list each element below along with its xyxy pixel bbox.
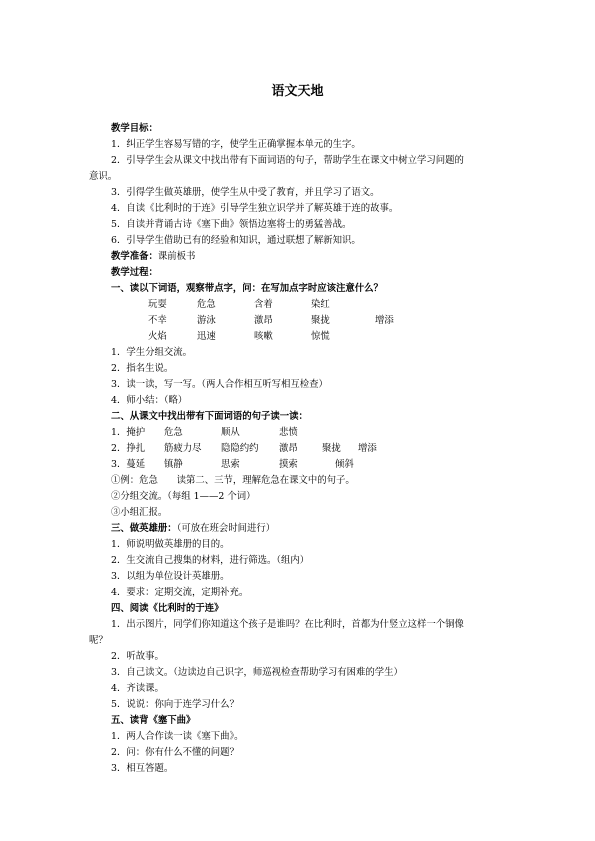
- phrase-cell: 镇静: [164, 459, 183, 470]
- step-line: 1．学生分组交流。: [111, 347, 192, 358]
- goal-item: 6．引导学生借助已有的经验和知识，通过联想了解新知识。: [111, 235, 361, 246]
- phrase-cell: 1．掩护: [111, 427, 146, 438]
- goal-item-continued: 意识。: [89, 171, 118, 182]
- word-cell: 染红: [311, 299, 330, 310]
- goals-label: 教学目标：: [111, 123, 158, 134]
- section-1-heading: 一、读以下词语，观察带点字，问：在写加点字时应该注意什么？: [111, 283, 383, 294]
- phrase-cell: 隐隐约约: [221, 443, 259, 454]
- goal-item: 1．纠正学生容易写错的字，使学生正确掌握本单元的生字。: [111, 139, 361, 150]
- step-line: 4．师小结：（略）: [111, 395, 188, 406]
- step-line: 1．师说明做英雄册的目的。: [111, 539, 230, 550]
- phrase-cell: 摸索: [279, 459, 298, 470]
- step-line: ③小组汇报。: [111, 507, 168, 518]
- step-line: 3．自己读文。（边读边自己识字，师巡视检查帮助学习有困难的学生）: [111, 667, 403, 678]
- word-cell: 游泳: [197, 315, 216, 326]
- goal-item: 4．自读《比利时的于连》引导学生独立识学并了解英雄于连的故事。: [111, 203, 399, 214]
- process-label: 教学过程：: [111, 267, 158, 278]
- step-line: 2．听故事。: [111, 651, 164, 662]
- phrase-cell: 倾斜: [335, 459, 354, 470]
- goal-item: 3．引得学生做英雄册，使学生从中受了教育，并且学习了语文。: [111, 187, 380, 198]
- step-line: 2．生交流自己搜集的材料，进行筛选。（组内）: [111, 555, 310, 566]
- step-line: 2．问：你有什么不懂的问题？: [111, 747, 239, 758]
- phrase-cell: 思索: [221, 459, 240, 470]
- word-cell: 激昂: [254, 315, 273, 326]
- step-line: 2．指名生说。: [111, 363, 174, 374]
- word-cell: 火焰: [148, 331, 167, 342]
- step-line: 1．出示图片，同学们你知道这个孩子是谁吗？在比利时，首都为什竖立这样一个铜像: [111, 619, 464, 630]
- phrase-cell: 悲愤: [279, 427, 298, 438]
- word-cell: 不幸: [148, 315, 167, 326]
- word-cell: 增添: [375, 315, 394, 326]
- document-title: 语文天地: [271, 84, 324, 99]
- step-line: 5．说说：你向于连学习什么？: [111, 699, 239, 710]
- section-5-heading: 五、读背《塞下曲》: [111, 715, 196, 726]
- word-cell: 咳嗽: [254, 331, 273, 342]
- prep-label: 教学准备：: [111, 251, 158, 262]
- word-cell: 惊慌: [311, 331, 330, 342]
- step-line: 4．齐读课。: [111, 683, 164, 694]
- word-cell: 危急: [197, 299, 216, 310]
- word-cell: 聚拢: [311, 315, 330, 326]
- section-2-heading: 二、从课文中找出带有下面词语的句子读一读：: [111, 411, 308, 422]
- phrase-cell: 3．蔓延: [111, 459, 146, 470]
- section-3-note: （可放在班会时间进行）: [176, 523, 276, 534]
- phrase-cell: 2．挣扎: [111, 443, 146, 454]
- goal-item: 5．自读并背诵古诗《塞下曲》领悟边塞将士的勇猛善战。: [111, 219, 352, 230]
- phrase-cell: 危急: [164, 427, 183, 438]
- prep-line: [111, 251, 195, 263]
- step-line: 4．要求：定期交流，定期补充。: [111, 587, 249, 598]
- step-line: 3．相互答题。: [111, 763, 174, 774]
- phrase-cell: 激昂: [279, 443, 298, 454]
- word-cell: 含着: [254, 299, 273, 310]
- step-line: 1．两人合作读一读《塞下曲》。: [111, 731, 244, 742]
- step-line-continued: 呢？: [89, 635, 108, 646]
- phrase-cell: 增添: [358, 443, 377, 454]
- phrase-cell: 顺从: [221, 427, 240, 438]
- section-4-heading: 四、阅读《比利时的于连》: [111, 603, 224, 614]
- section-3-heading: 三、做英雄册：: [111, 523, 177, 534]
- section-3-heading-line: [111, 523, 275, 535]
- step-line: 3．读一读，写一写。（两人合作相互听写相互检查）: [111, 379, 328, 390]
- word-cell: 迅速: [197, 331, 216, 342]
- step-line: 3．以组为单位设计英雄册。: [111, 571, 230, 582]
- phrase-cell: 筋疲力尽: [164, 443, 202, 454]
- word-cell: 玩耍: [148, 299, 167, 310]
- step-line: ②分组交流。（每组 1——2 个词）: [111, 491, 256, 502]
- prep-value: 课前板书: [157, 251, 196, 262]
- goal-item: 2．引导学生会从课文中找出带有下面词语的句子，帮助学生在课文中树立学习问题的: [111, 155, 464, 166]
- phrase-cell: 聚拢: [322, 443, 341, 454]
- step-line: ①例：危急 读第二、三节，理解危急在课文中的句子。: [111, 475, 355, 486]
